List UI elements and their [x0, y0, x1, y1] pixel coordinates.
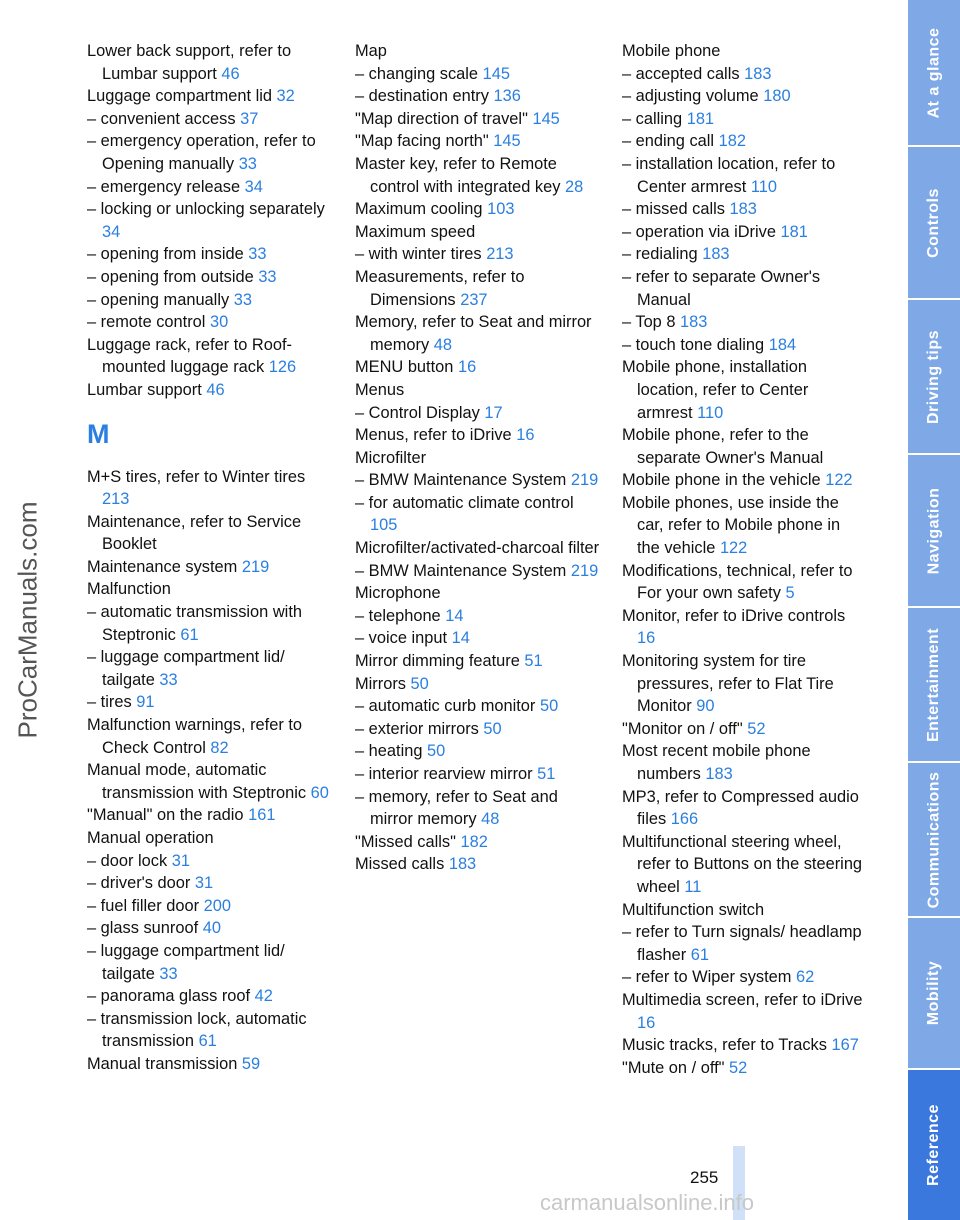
- index-entry: [355, 786, 600, 831]
- page-reference-link[interactable]: 105: [370, 516, 398, 535]
- index-entry-text: "Monitor on / off": [622, 719, 743, 738]
- index-entry: [355, 853, 600, 876]
- page-reference-link[interactable]: 30: [210, 313, 229, 332]
- page-reference-link[interactable]: 219: [570, 561, 599, 580]
- index-entry: [622, 311, 867, 334]
- page-reference-link[interactable]: 11: [684, 877, 702, 896]
- index-entry-text: – refer to separate Owner's Manual: [622, 267, 821, 309]
- index-letter-heading: M: [87, 418, 110, 449]
- page-reference-link[interactable]: 184: [768, 335, 797, 354]
- index-entry-text: – missed calls: [622, 200, 725, 219]
- page-reference-link[interactable]: 33: [248, 245, 267, 264]
- index-entry-text: – locking or unlocking separately: [87, 200, 325, 219]
- page-reference-link[interactable]: 110: [697, 403, 724, 422]
- page-reference-link[interactable]: 183: [448, 855, 477, 874]
- index-entry: [87, 289, 332, 312]
- page-reference-link[interactable]: 33: [159, 670, 178, 689]
- index-entry-text: Microfilter/activated-charcoal filter: [355, 539, 600, 558]
- index-entry-text: – adjusting volume: [622, 87, 759, 106]
- index-entry-text: MENU button: [355, 358, 454, 377]
- page-reference-link[interactable]: 122: [719, 539, 748, 558]
- index-entry: [355, 153, 600, 198]
- index-entry: [355, 650, 600, 673]
- index-entry-text: Maximum cooling: [355, 200, 483, 219]
- page-reference-link[interactable]: 213: [486, 245, 514, 264]
- index-entry-text: Modifications, technical, refer to For your own safety: [622, 561, 853, 603]
- index-entry: [622, 899, 867, 922]
- index-entry: [87, 985, 332, 1008]
- index-entry: [87, 578, 332, 601]
- index-entry-text: – luggage compartment lid/ tailgate: [87, 941, 285, 983]
- index-entry-text: – BMW Maintenance System: [355, 471, 567, 490]
- index-entry: [355, 130, 600, 153]
- index-entry: [355, 492, 600, 537]
- index-entry-text: – remote control: [87, 313, 206, 332]
- page-reference-link[interactable]: 219: [241, 557, 270, 576]
- index-entry: [355, 221, 600, 244]
- index-entry-text: – fuel filler door: [87, 896, 200, 915]
- index-entry-text: Mobile phones, use inside the car, refer to Mobile phone in the vehicle: [622, 493, 841, 558]
- page-reference-link[interactable]: 51: [537, 765, 556, 783]
- index-entry-text: – exterior mirrors: [355, 719, 479, 738]
- page-reference-link[interactable]: 33: [258, 267, 277, 286]
- index-entry: [622, 424, 867, 469]
- index-entry-text: – memory, refer to Seat and mirror memory: [355, 787, 558, 829]
- index-entry-text: – BMW Maintenance System: [355, 561, 567, 580]
- page-reference-link[interactable]: 34: [244, 177, 263, 196]
- index-entry: [622, 718, 867, 741]
- index-entry: [622, 130, 867, 153]
- index-entry: [355, 402, 600, 425]
- tab-entertainment[interactable]: Entertainment: [908, 608, 960, 763]
- index-entry: [355, 356, 600, 379]
- page-reference-link[interactable]: 52: [729, 1058, 748, 1077]
- page-reference-link[interactable]: 181: [686, 109, 715, 128]
- index-entry-text: "Mute on / off": [622, 1058, 725, 1077]
- index-entry-text: – convenient access: [87, 109, 236, 128]
- page-reference-link[interactable]: 200: [203, 896, 231, 915]
- page-reference-link[interactable]: 48: [481, 810, 500, 829]
- page-reference-link[interactable]: 31: [171, 851, 190, 870]
- index-entry-text: – Top 8: [622, 313, 676, 332]
- page-reference-link[interactable]: 37: [240, 109, 259, 128]
- index-entry: [87, 804, 332, 827]
- index-entry: [87, 266, 332, 289]
- index-entry-text: Manual transmission: [87, 1054, 238, 1073]
- tab-navigation[interactable]: Navigation: [908, 455, 960, 608]
- index-entry-text: – for automatic climate control: [355, 493, 574, 512]
- index-entry: [622, 605, 867, 650]
- index-entry: [622, 40, 867, 63]
- index-entry-text: – luggage compartment lid/ tailgate: [87, 648, 285, 689]
- page-reference-link[interactable]: 183: [729, 200, 757, 219]
- page-reference-link[interactable]: 183: [705, 765, 733, 783]
- index-entry: [622, 221, 867, 244]
- index-entry: [87, 466, 332, 511]
- index-entry: [355, 831, 600, 854]
- page-reference-link[interactable]: 110: [750, 177, 778, 196]
- index-entry-text: Mobile phone, refer to the separate Owner's Manual: [622, 426, 824, 467]
- page-reference-link[interactable]: 213: [102, 490, 130, 509]
- tab-driving-tips[interactable]: Driving tips: [908, 300, 960, 455]
- index-entry-text: MP3, refer to Compressed audio files: [622, 787, 859, 829]
- index-entry: [355, 560, 600, 583]
- index-entry-text: Luggage rack, refer to Roof-mounted luggage rack: [87, 335, 292, 377]
- index-entry: [87, 646, 332, 691]
- index-entry-text: – opening from inside: [87, 245, 244, 264]
- index-entry-text: Mirrors: [355, 674, 406, 693]
- index-entry: [622, 989, 867, 1034]
- index-entry: [87, 917, 332, 940]
- page-reference-link[interactable]: 60: [310, 783, 329, 802]
- index-entry-text: Music tracks, refer to Tracks: [622, 1036, 827, 1055]
- index-entry: [622, 266, 867, 311]
- index-entry-text: – refer to Turn signals/ headlamp flasher: [622, 923, 862, 964]
- tab-at-a-glance[interactable]: At a glance: [908, 0, 960, 147]
- index-entry: [622, 334, 867, 357]
- index-entry-text: Manual operation: [87, 829, 214, 847]
- index-entry: [355, 447, 600, 470]
- index-entry-text: Luggage compartment lid: [87, 87, 272, 106]
- page-reference-link[interactable]: 16: [457, 358, 477, 377]
- index-entry: [87, 940, 332, 985]
- index-entry-text: Multifunction switch: [622, 900, 765, 919]
- index-entry-text: – telephone: [355, 606, 441, 625]
- index-entry-text: Memory, refer to Seat and mirror memory: [355, 313, 592, 354]
- index-entry-text: – ending call: [622, 132, 715, 151]
- index-entry: [87, 176, 332, 199]
- index-entry-text: – interior rearview mirror: [355, 765, 533, 783]
- page-reference-link[interactable]: 183: [744, 64, 772, 83]
- page-reference-link[interactable]: 59: [241, 1054, 261, 1073]
- index-entry-text: – Control Display: [355, 403, 480, 422]
- page-reference-link[interactable]: 167: [831, 1036, 859, 1055]
- page-reference-link[interactable]: 28: [564, 177, 584, 196]
- index-entry: [355, 582, 600, 605]
- index-entry: [622, 1034, 867, 1057]
- page-reference-link[interactable]: 16: [637, 629, 656, 648]
- watermark-left: ProCarManuals.com: [12, 501, 43, 739]
- page-reference-link[interactable]: 103: [487, 200, 515, 219]
- index-entry: [87, 827, 332, 850]
- page-reference-link[interactable]: 50: [410, 674, 429, 693]
- index-entry: [355, 243, 600, 266]
- index-entry: [622, 356, 867, 424]
- page-reference-link[interactable]: 237: [460, 290, 488, 309]
- index-entry: [622, 650, 867, 718]
- index-entry-text: "Map facing north": [355, 132, 489, 151]
- page-reference-link[interactable]: 16: [637, 1013, 656, 1032]
- index-entry: [622, 1057, 867, 1080]
- index-entry-text: – redialing: [622, 245, 698, 264]
- index-entry: [87, 334, 332, 379]
- index-entry: [622, 831, 867, 899]
- page-reference-link[interactable]: 16: [516, 426, 535, 445]
- index-entry: [355, 266, 600, 311]
- index-entry-text: "Map direction of travel": [355, 109, 528, 128]
- tab-mobility[interactable]: Mobility: [908, 918, 960, 1070]
- index-entry: [355, 627, 600, 650]
- index-entry-text: Maintenance system: [87, 557, 238, 576]
- index-entry: [622, 786, 867, 831]
- index-entry-text: Missed calls: [355, 855, 445, 874]
- page-reference-link[interactable]: 33: [159, 964, 178, 983]
- page-reference-link[interactable]: 17: [484, 403, 503, 422]
- index-entry: [622, 492, 867, 560]
- index-entry-text: – automatic curb monitor: [355, 697, 536, 716]
- index-entry-text: Most recent mobile phone numbers: [622, 742, 811, 783]
- index-entry-text: – glass sunroof: [87, 919, 199, 938]
- index-entry-text: Multifunctional steering wheel, refer to Buttons on the steering wheel: [622, 832, 863, 896]
- index-entry-text: Menus: [355, 380, 405, 399]
- page-reference-link[interactable]: 52: [747, 719, 766, 738]
- index-entry-text: – destination entry: [355, 87, 489, 106]
- index-entry: [622, 560, 867, 605]
- page-reference-link[interactable]: 145: [532, 109, 560, 128]
- page-reference-link[interactable]: 182: [460, 832, 488, 851]
- index-entry-text: Monitor, refer to iDrive controls: [622, 606, 846, 625]
- index-entry-text: Mobile phone: [622, 42, 721, 60]
- index-entry: [87, 311, 332, 334]
- index-entry-text: Microfilter: [355, 448, 427, 467]
- page-reference-link[interactable]: 183: [680, 313, 708, 332]
- index-entry: [622, 243, 867, 266]
- index-entry-text: Malfunction warnings, refer to Check Control: [87, 716, 302, 757]
- page-reference-link[interactable]: 61: [180, 625, 199, 644]
- index-entry-text: Maximum speed: [355, 222, 476, 241]
- page-reference-link[interactable]: 161: [248, 806, 276, 825]
- index-entry: [87, 1053, 332, 1076]
- index-entry-text: Measurements, refer to Dimensions: [355, 267, 525, 309]
- index-entry-text: Monitoring system for tire pressures, refer to Flat Tire Monitor: [622, 652, 834, 716]
- index-entry: [355, 673, 600, 696]
- index-entry-text: Master key, refer to Remote control with integrated key: [355, 154, 561, 196]
- index-entry: [87, 601, 332, 646]
- index-entry-text: – emergency operation, refer to Opening manually: [87, 132, 316, 173]
- index-entry-text: – panorama glass roof: [87, 987, 251, 1006]
- index-entry: [622, 966, 867, 989]
- page-reference-link[interactable]: 181: [780, 222, 808, 241]
- index-entry: [355, 605, 600, 628]
- index-entry-text: – tires: [87, 693, 132, 712]
- index-entry-text: – refer to Wiper system: [622, 968, 792, 987]
- index-entry: [355, 311, 600, 356]
- index-entry-text: – installation location, refer to Center armrest: [622, 154, 836, 196]
- tab-communications[interactable]: Communications: [908, 763, 960, 918]
- page-reference-link[interactable]: 34: [102, 222, 121, 241]
- page-reference-link[interactable]: 50: [483, 719, 502, 738]
- index-entry-text: – driver's door: [87, 874, 191, 893]
- index-entry: [87, 759, 332, 804]
- index-entry: [355, 537, 600, 560]
- index-entry-text: Maintenance, refer to Service Booklet: [87, 512, 302, 554]
- index-entry-text: – door lock: [87, 851, 168, 870]
- index-entry: [87, 511, 332, 556]
- page-reference-link[interactable]: 82: [210, 738, 229, 757]
- page-reference-link[interactable]: 180: [763, 87, 791, 106]
- page-reference-link[interactable]: 90: [696, 697, 715, 716]
- page-reference-link[interactable]: 31: [194, 874, 214, 893]
- index-entry-text: Multimedia screen, refer to iDrive: [622, 990, 863, 1009]
- index-column-3: [622, 40, 867, 1079]
- index-entry: [355, 40, 600, 63]
- index-entry: [87, 895, 332, 918]
- index-entry: [355, 740, 600, 763]
- page-reference-link[interactable]: 48: [433, 335, 452, 354]
- index-entry-text: – accepted calls: [622, 64, 740, 83]
- index-entry: [87, 556, 332, 579]
- index-entry-text: – voice input: [355, 629, 448, 648]
- index-entry: [87, 40, 332, 85]
- page-reference-link[interactable]: 51: [524, 652, 543, 671]
- page-reference-link[interactable]: 61: [198, 1032, 217, 1051]
- index-entry-text: "Manual" on the radio: [87, 806, 244, 825]
- page-reference-link[interactable]: 14: [445, 606, 464, 625]
- index-entry: [622, 469, 867, 492]
- index-entry: [87, 85, 332, 108]
- page-reference-link[interactable]: 33: [238, 154, 257, 173]
- index-entry: [622, 153, 867, 198]
- index-entry: [355, 763, 600, 786]
- index-entry-text: – touch tone dialing: [622, 335, 765, 354]
- index-entry: [622, 198, 867, 221]
- index-entry-text: – opening manually: [87, 290, 230, 309]
- index-entry: [87, 850, 332, 873]
- index-entry-text: – transmission lock, automatic transmission: [87, 1009, 307, 1051]
- index-entry: [355, 85, 600, 108]
- index-entry: [355, 198, 600, 221]
- index-entry: [87, 108, 332, 131]
- index-entry: [87, 872, 332, 895]
- tab-reference[interactable]: Reference: [908, 1070, 960, 1220]
- index-entry-text: "Missed calls": [355, 832, 456, 851]
- page-reference-link[interactable]: 62: [795, 968, 815, 987]
- page-reference-link[interactable]: 145: [493, 132, 521, 151]
- index-entry-text: Map: [355, 42, 387, 60]
- page-reference-link[interactable]: 5: [785, 584, 795, 603]
- index-entry: [622, 921, 867, 966]
- index-entry: [355, 695, 600, 718]
- page-reference-link[interactable]: 32: [276, 87, 295, 106]
- page-reference-link[interactable]: 14: [451, 629, 470, 648]
- page-reference-link[interactable]: 182: [718, 132, 746, 151]
- index-entry: [87, 243, 332, 266]
- index-entry-text: M+S tires, refer to Winter tires: [87, 467, 306, 486]
- page-reference-link[interactable]: 42: [254, 987, 273, 1006]
- index-entry: [622, 740, 867, 785]
- index-entry-text: Lumbar support: [87, 380, 202, 399]
- page-reference-link[interactable]: 61: [690, 945, 709, 964]
- page-reference-link[interactable]: 91: [136, 693, 155, 712]
- index-entry: [622, 108, 867, 131]
- page-reference-link[interactable]: 136: [493, 87, 521, 106]
- index-entry-text: Microphone: [355, 584, 441, 603]
- index-entry: [87, 714, 332, 759]
- section-sidebar: [908, 0, 960, 1220]
- page-reference-link[interactable]: 33: [233, 290, 252, 309]
- page-reference-link[interactable]: 145: [482, 64, 510, 83]
- page-number: 255: [690, 1168, 719, 1187]
- index-entry: [87, 691, 332, 714]
- page-reference-link[interactable]: 46: [206, 380, 225, 399]
- index-entry: [355, 63, 600, 86]
- index-entry-text: – changing scale: [355, 64, 479, 83]
- index-entry-text: Malfunction: [87, 580, 171, 599]
- index-entry-text: – opening from outside: [87, 267, 254, 286]
- page-reference-link[interactable]: 183: [702, 245, 730, 264]
- index-entry-text: – calling: [622, 109, 683, 128]
- index-entry-text: Menus, refer to iDrive: [355, 426, 512, 445]
- index-entry: [355, 718, 600, 741]
- index-column-2: [355, 40, 600, 876]
- page-reference-link[interactable]: 50: [427, 742, 446, 761]
- index-entry-text: – with winter tires: [355, 245, 482, 264]
- index-entry-text: Mobile phone in the vehicle: [622, 471, 821, 490]
- index-entry: [355, 108, 600, 131]
- page-reference-link[interactable]: 219: [570, 471, 599, 490]
- index-entry: [355, 379, 600, 402]
- page-reference-link[interactable]: 166: [670, 810, 699, 829]
- index-entry-text: – operation via iDrive: [622, 222, 776, 241]
- watermark-bottom: carmanualsonline.info: [540, 1190, 755, 1215]
- index-entry: [87, 1008, 332, 1053]
- index-entry: [87, 198, 332, 243]
- index-entry-text: – emergency release: [87, 177, 241, 196]
- index-column-1: [87, 40, 332, 1076]
- page-reference-link[interactable]: 126: [268, 358, 297, 377]
- index-entry-text: Mirror dimming feature: [355, 652, 520, 671]
- page-reference-link[interactable]: 40: [202, 919, 221, 938]
- index-entry-text: Mobile phone, installation location, refer to Center armrest: [622, 358, 809, 422]
- page-reference-link[interactable]: 122: [825, 471, 853, 490]
- index-entry-text: – heating: [355, 742, 423, 761]
- index-entry-text: – automatic transmission with Steptronic: [87, 603, 302, 644]
- index-entry-text: Lower back support, refer to Lumbar support: [87, 42, 292, 83]
- tab-controls[interactable]: Controls: [908, 147, 960, 300]
- index-entry: [622, 85, 867, 108]
- index-entry: [622, 63, 867, 86]
- page-reference-link[interactable]: 46: [221, 64, 240, 83]
- index-entry: [87, 379, 332, 402]
- index-entry: [355, 424, 600, 447]
- index-entry: [355, 469, 600, 492]
- index-entry: [87, 130, 332, 175]
- index-entry-text: Manual mode, automatic transmission with Steptronic: [87, 761, 307, 802]
- page-reference-link[interactable]: 50: [539, 697, 559, 716]
